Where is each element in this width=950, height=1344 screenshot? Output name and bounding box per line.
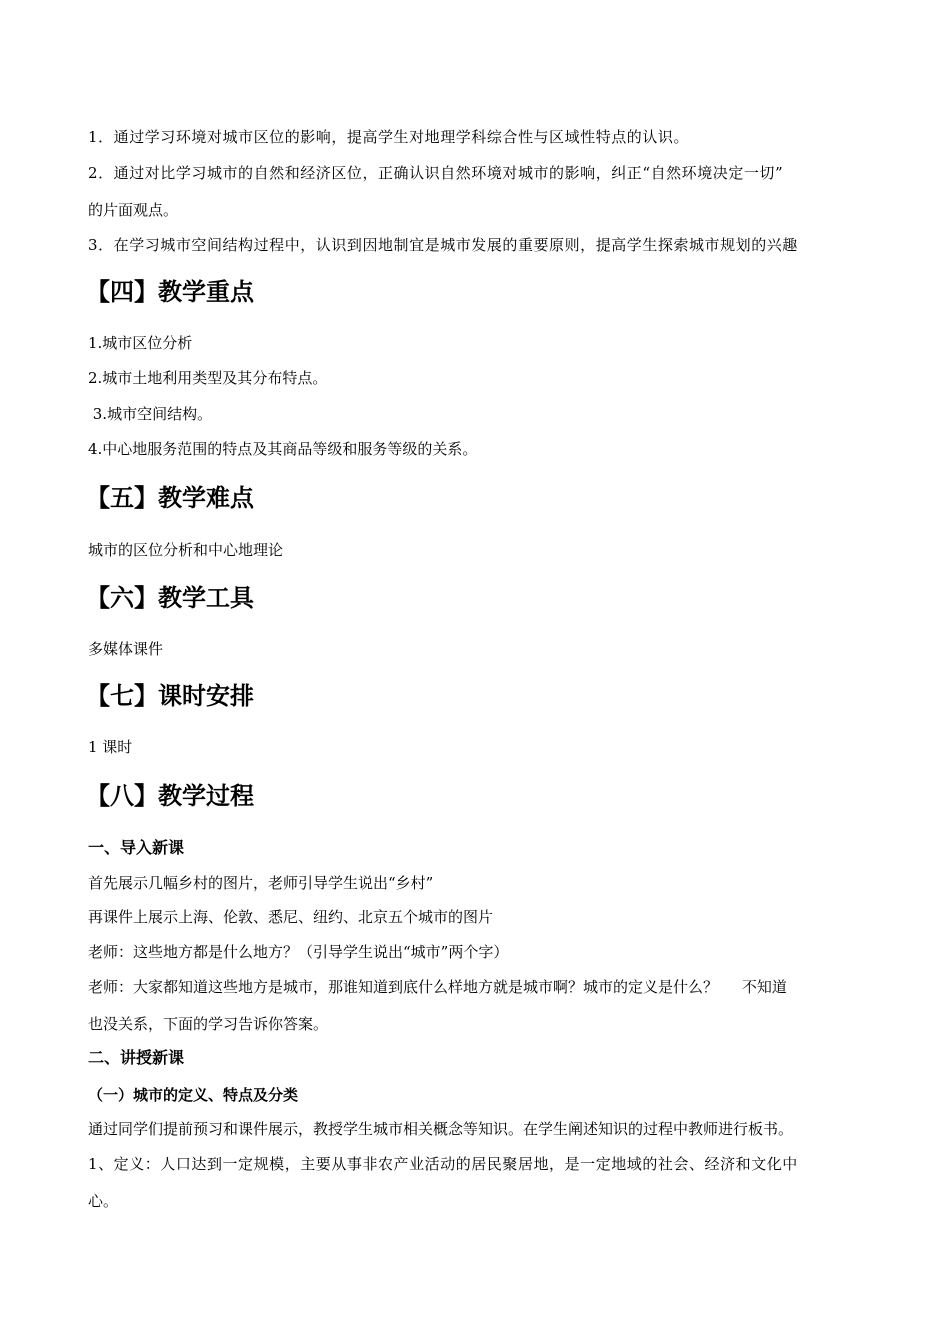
heading-key-points: 【四】教学重点 [86, 278, 254, 306]
intro-line-5: 也没关系，下面的学习告诉你答案。 [88, 1015, 329, 1033]
new-lesson-line-2: 1、定义：人口达到一定规模，主要从事非农产业活动的居民聚居地，是一定地域的社会、经济和文化中 [88, 1155, 798, 1173]
subheading-city-definition: （一）城市的定义、特点及分类 [88, 1086, 299, 1104]
difficulties-text: 城市的区位分析和中心地理论 [88, 541, 284, 559]
key-point-3: 3.城市空间结构。 [88, 405, 213, 423]
objective-2: 2．通过对比学习城市的自然和经济区位，正确认识自然环境对城市的影响，纠正“自然环境决定一切” [88, 164, 784, 182]
objective-2-cont: 的片面观点。 [88, 201, 179, 219]
heading-new-lesson: 二、讲授新课 [88, 1048, 185, 1067]
new-lesson-line-1: 通过同学们提前预习和课件展示，教授学生城市相关概念等知识。在学生阐述知识的过程中教师进行板书。 [88, 1120, 794, 1138]
intro-line-4: 老师：大家都知道这些地方是城市，那谁知道到底什么样地方就是城市啊？城市的定义是什么？ 不知道 [88, 978, 787, 996]
heading-schedule: 【七】课时安排 [86, 682, 254, 710]
key-point-2: 2.城市土地利用类型及其分布特点。 [88, 369, 328, 387]
tools-text: 多媒体课件 [88, 640, 164, 658]
new-lesson-line-3: 心。 [88, 1192, 119, 1210]
heading-tools: 【六】教学工具 [86, 584, 254, 612]
heading-process: 【八】教学过程 [86, 782, 254, 810]
heading-difficulties: 【五】教学难点 [86, 484, 254, 512]
intro-line-1: 首先展示几幅乡村的图片，老师引导学生说出“乡村” [88, 874, 434, 892]
objective-3: 3．在学习城市空间结构过程中，认识到因地制宜是城市发展的重要原则，提高学生探索城市规划的兴趣 [88, 236, 798, 254]
key-point-1: 1.城市区位分析 [88, 334, 193, 352]
heading-intro: 一、导入新课 [88, 838, 185, 857]
intro-line-3: 老师：这些地方都是什么地方？（引导学生说出“城市”两个字） [88, 943, 509, 961]
intro-line-2: 再课件上展示上海、伦敦、悉尼、纽约、北京五个城市的图片 [88, 908, 494, 926]
schedule-text: 1 课时 [88, 738, 133, 756]
objective-1: 1．通过学习环境对城市区位的影响，提高学生对地理学科综合性与区域性特点的认识。 [88, 128, 689, 146]
key-point-4: 4.中心地服务范围的特点及其商品等级和服务等级的关系。 [88, 440, 478, 458]
